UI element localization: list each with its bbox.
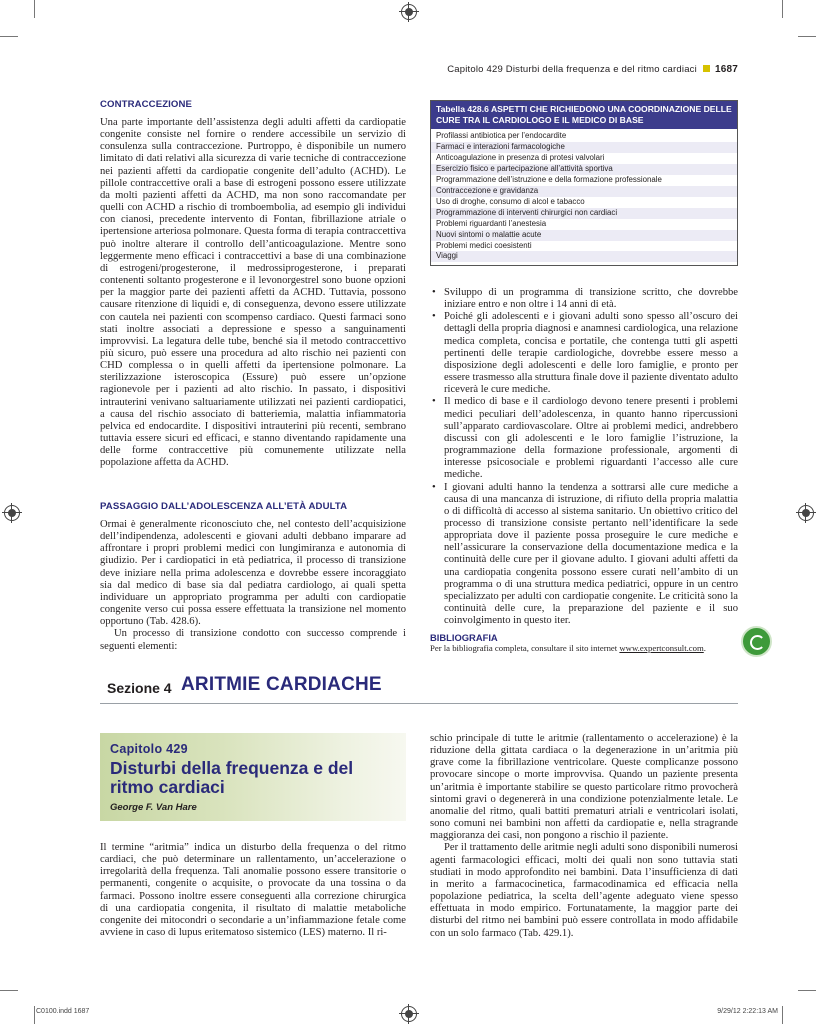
chapter-paragraph-1: Il termine “aritmia” indica un disturbo della frequenza o del ritmo cardiaci, che può determinare un rallentamento, un’accelerazione o irregolarità della frequenza. Tali anomalie possono essere transitorie o permanenti, congenite o acquisite, o provocate da una tossina o da farmaci. Possono inoltre essere conseguenti alla correzione chirurgica di una cardiopatia congenita, il risultato di malattie metaboliche congenite dei mitocondri o secondarie a un’infiammazione fetale come avviene in caso di lupus eritematoso sistemico (LES) materno. Il ri-	[100, 842, 406, 939]
expertconsult-link[interactable]: www.expertconsult.com	[619, 643, 704, 653]
table-row: Problemi medici coesistenti	[436, 240, 532, 250]
page-number: 1687	[714, 64, 738, 75]
running-head-square-icon	[703, 65, 710, 72]
registration-mark-icon	[798, 505, 814, 521]
list-item: • Poiché gli adolescenti e i giovani adulti sono spesso all’oscuro dei dettagli della propria diagnosi e anamnesi cardiologica, una relazione medica completa, concisa e portatile, che contenga tutti gli aspetti pertinenti delle terapie cardiologiche, dovrebbe essere messo a disposizione degli adolescenti e delle loro famiglie, e pronto per essere trasmesso alla struttura finale dove il paziente diventato adulto riceverà le cure mediche.	[430, 311, 738, 396]
crop-mark	[798, 990, 816, 991]
table-428-6	[430, 100, 738, 266]
passaggio-paragraph-2: Un processo di transizione condotto con successo comprende i seguenti elementi:	[100, 628, 406, 652]
table-row: Nuovi sintomi o malattie acute	[431, 230, 737, 241]
chapter-author: George F. Van Hare	[110, 802, 197, 813]
list-item: • Sviluppo di un programma di transizione scritto, che dovrebbe iniziare entro e non oltre i 14 anni di età.	[430, 287, 738, 311]
table-row: Viaggi	[431, 251, 737, 262]
bibliografia-heading: BIBLIOGRAFIA	[430, 632, 498, 643]
table-row: Farmaci e interazioni farmacologiche	[431, 142, 737, 153]
crop-mark	[782, 0, 783, 18]
table-row: Uso di droghe, consumo di alcol e tabacco	[436, 196, 585, 206]
list-item: • I giovani adulti hanno la tendenza a sottrarsi alle cure mediche a causa di una mancanza di istruzione, di rifiuto della propria malattia o di difficoltà di accesso al sistema sanitario. Un obiettivo critico del processo di transizione consiste pertanto nell’identificare la sede appropriata dove il paziente possa proseguire le cure mediche e nell’assicurare la conservazione della documentazione medica e la continuità delle cure per il giovane adulto. I giovani adulti affetti da una cardiopatia congenita possono essere curati nell’ambito di un programma o di una struttura medica pediatrici, oppure in un centro specializzato per adulti con cardiopatie congenite. Le criticità sono la continuità delle cure, la preparazione del paziente e il suo coinvolgimento in questo iter.	[430, 482, 738, 628]
crop-mark	[0, 990, 18, 991]
table-row: Esercizio fisico e partecipazione all’attività sportiva	[431, 164, 737, 175]
chapter-paragraph-3: Per il trattamento delle aritmie negli adulti sono disponibili numerosi agenti farmacologici efficaci, molti dei quali non sono tuttavia stati studiati in modo approfondito nei bambini. Data l’insufficienza di dati in merito a farmacocinetica, farmacodinamica ed efficacia nella popolazione pediatrica, la scelta dell’agente adeguato viene spesso effettuata in modo empirico. Fortunatamente, la maggior parte dei disturbi del ritmo nei bambini può essere controllata in modo affidabile con un solo farmaco (Tab. 429.1).	[430, 842, 738, 939]
section-divider	[100, 703, 738, 704]
bibliografia-text	[430, 643, 740, 653]
table-row: Profilassi antibiotica per l’endocardite	[436, 131, 567, 140]
crop-mark	[782, 1006, 783, 1024]
running-head	[447, 64, 738, 75]
chapter-body-right	[430, 733, 738, 940]
heading-passaggio: PASSAGGIO DALL’ADOLESCENZA ALL’ETÀ ADULTA	[100, 501, 348, 512]
crop-mark	[34, 0, 35, 18]
section-title: ARITMIE CARDIACHE	[181, 674, 382, 695]
passaggio-section	[100, 519, 406, 653]
crop-mark	[0, 36, 18, 37]
chapter-title-box	[100, 733, 406, 821]
registration-mark-icon	[4, 505, 20, 521]
expertconsult-logo-icon	[741, 626, 772, 657]
table-row: Anticoagulazione in presenza di protesi valvolari	[436, 152, 605, 162]
table-rows	[431, 129, 737, 265]
crop-mark	[798, 36, 816, 37]
table-title: ASPETTI CHE RICHIEDONO UNA COORDINAZIONE DELLE CURE TRA IL CARDIOLOGO E IL MEDICO DI BASE	[436, 104, 732, 125]
table-header	[431, 101, 737, 129]
footer-timestamp: 9/29/12 2:22:13 AM	[717, 1008, 778, 1015]
contraccezione-paragraph: Una parte importante dell’assistenza degli adulti affetti da cardiopatie congenite consiste nel fornire o rendere accessibile un servizio di consulenza sulla contraccezione. Purtroppo, è disponibile un numero limitato di dati relativi alla sicurezza di varie tecniche di contraccezione nei pazienti affetti da cardiopatie congenite dell’adulto (ACHD). Le pillole contraccettive orali a base di estrogeni possono essere utilizzate da molti pazienti affetti da ACHD, ma non sono raccomandate per quelli con ACHD a rischio di tromboembolia, ad esempio gli individui con cianosi, precedente intervento di Fontan, fibrillazione atriale o ipertensione arteriosa polmonare. Questa forma di terapia contraccettiva può inoltre alterare il controllo dell’anticoagulazione. Mentre sono leggermente meno efficaci i contraccettivi a base di una combinazione di estrogeni/progesterone, il medrossiprogesterone, i preparati contenenti soltanto progesterone e il levonorgestrel sono buone opzioni per la maggior parte dei pazienti affetti da ACHD. Tuttavia, possono causare ritenzione di liquidi e, di conseguenza, devono essere utilizzate con cautela nei pazienti con scompenso cardiaco. Questi farmaci sono stati inoltre associati a depressione e spesso a sanguinamenti improvvisi. La legatura delle tube, benché sia il metodo contraccettivo più sicuro, può essere una procedura ad alto rischio nei pazienti con CHD complessa o in quelli affetti da ipertensione polmonare. La sterilizzazione isteroscopica (Essure) può essere un’opzione ragionevole per i pazienti ad alto rischio. In passato, i dispositivi intrauterini venivano saltuariamente utilizzati nei pazienti cardiopatici, a causa del rischio associato di batteriemia, malattia infiammatoria pelvica ed endocardite. I dispositivi intrauterini più recenti, sembrano tuttavia essere sicuri ed efficaci, e stanno diventando rapidamente una delle forme contraccettive più comunemente utilizzate nella popolazione affetta da ACHD.	[100, 117, 406, 469]
crop-mark	[34, 1006, 35, 1024]
table-label: Tabella 428.6	[436, 104, 489, 114]
contraccezione-section	[100, 117, 406, 470]
bibliografia-sentence: Per la bibliografia completa, consultare il sito internet	[430, 643, 620, 653]
table-row: Programmazione dell’istruzione e della formazione professionale	[436, 174, 662, 184]
bibliografia-period: .	[703, 643, 706, 653]
transition-bullet-list	[430, 287, 738, 627]
registration-mark-icon	[401, 1006, 417, 1022]
chapter-title: Disturbi della frequenza e del ritmo cardiaci	[110, 758, 354, 797]
footer-file: C0100.indd 1687	[36, 1008, 90, 1015]
chapter-body-left	[100, 842, 406, 939]
chapter-number: Capitolo 429	[110, 742, 188, 756]
heading-contraccezione: CONTRACCEZIONE	[100, 99, 193, 110]
table-row: Contraccezione e gravidanza	[431, 186, 737, 197]
registration-mark-icon	[401, 4, 417, 20]
table-row: Problemi riguardanti l’anestesia	[436, 218, 547, 228]
running-head-text: Capitolo 429 Disturbi della frequenza e del ritmo cardiaci	[447, 64, 697, 75]
section-label: Sezione 4	[107, 680, 172, 696]
passaggio-paragraph-1: Ormai è generalmente riconosciuto che, nel contesto dell’acquisizione dell’indipendenza, adolescenti e giovani adulti debbano imparare ad affrontare i propri problemi medici con lungimiranza e autonomia di giudizio. Per i cardiopatici in età pediatrica, il processo di transizione deve iniziare nella prima adolescenza e dovrebbe essere incoraggiato sia dal medico di base sia dal pediatra cardiologo, ai quali spetta individuare un appropriato programma per adulti con cardiopatie congenite verso cui possa essere effettuata la transizione nel momento opportuno (Tab. 428.6).	[100, 519, 406, 628]
chapter-paragraph-2: schio principale di tutte le aritmie (rallentamento o accelerazione) è la riduzione della gittata cardiaca o la degenerazione in un’aritmia più grave come la fibrillazione ventricolare. Queste complicanze possono provocare sincope o morte improvvisa. Quando un paziente presenta un’aritmia è importante stabilire se questo particolare ritmo provocherà sintomi gravi o degenererà in una condizione potenzialmente letale. Le anomalie del ritmo, quali battiti prematuri atriali e ventricolari isolati, sono comuni nei bambini non affetti da cardiopatie e, nella stragrande maggioranza dei casi, non pongono a rischio il paziente.	[430, 733, 738, 842]
list-item: • Il medico di base e il cardiologo devono tenere presenti i problemi medici peculiari dell’adolescenza, in quanto hanno ripercussioni sull’apparato cardiovascolare. Oltre ai problemi medici, andrebbero discussi con gli adolescenti e le loro famiglie l’istruzione, la programmazione della formazione professionale, argomenti di interesse psicosociale e problemi riguardanti l’accesso alle cure mediche.	[430, 396, 738, 481]
table-row: Programmazione di interventi chirurgici non cardiaci	[431, 208, 737, 219]
